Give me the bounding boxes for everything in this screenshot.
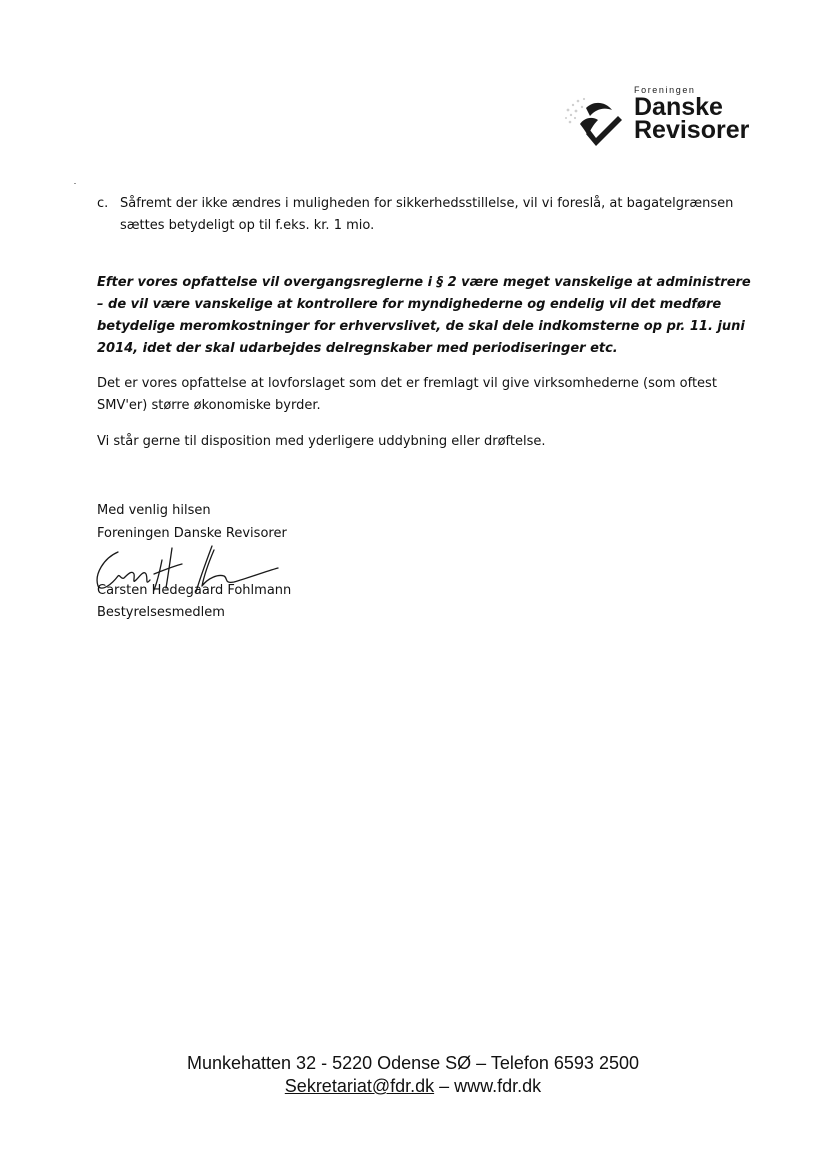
emphasis-paragraph: Efter vores opfattelse vil overgangsreglerne i § 2 være meget vanskelige at administrere – de vil være vanskelige at kontrollere for myndighederne og endelig vil det medføre betydelige meromkostninger for erhvervslivet, de skal dele indkomsterne op pr. 11. juni 2014, idet der skal udarbejdes delregnskaber med periodiseringer etc.: [97, 275, 751, 356]
footer-address: Munkehatten 32 - 5220 Odense SØ – Telefon 6593 2500: [186, 1053, 639, 1073]
footer-website: www.fdr.dk: [454, 1076, 542, 1096]
list-item-marker: c.: [97, 196, 109, 211]
footer-contact: [0, 1075, 826, 1097]
signer-name: Carsten Hedegaard Fohlmann: [97, 583, 292, 598]
margin-mark: [74, 183, 76, 184]
body-paragraph-2: Det er vores opfattelse at lovforslaget som det er fremlagt vil give virksomhederne (som oftest SMV'er) større økonomiske byrder.: [97, 376, 717, 413]
organization-logo: [560, 80, 770, 150]
footer-separator: –: [434, 1076, 455, 1096]
footer-email-link[interactable]: Sekretariat@fdr.dk: [284, 1076, 435, 1096]
logo-small-text: Foreningen: [634, 85, 696, 95]
signer-title: Bestyrelsesmedlem: [97, 605, 225, 620]
list-item-text: Såfremt der ikke ændres i muligheden for sikkerhedsstillelse, vil vi foreslå, at bagatelgrænsen sættes betydeligt op til f.eks. kr. 1 mio.: [120, 196, 734, 233]
body-paragraph-3: Vi står gerne til disposition med yderligere uddybning eller drøftelse.: [97, 434, 546, 449]
logo-title-line2: Revisorer: [634, 116, 750, 144]
logo-mark-icon: [560, 88, 632, 148]
closing-salutation: Med venlig hilsen: [97, 503, 211, 518]
logo-title-line1: Danske: [634, 93, 723, 121]
closing-organization: Foreningen Danske Revisorer: [97, 526, 287, 541]
